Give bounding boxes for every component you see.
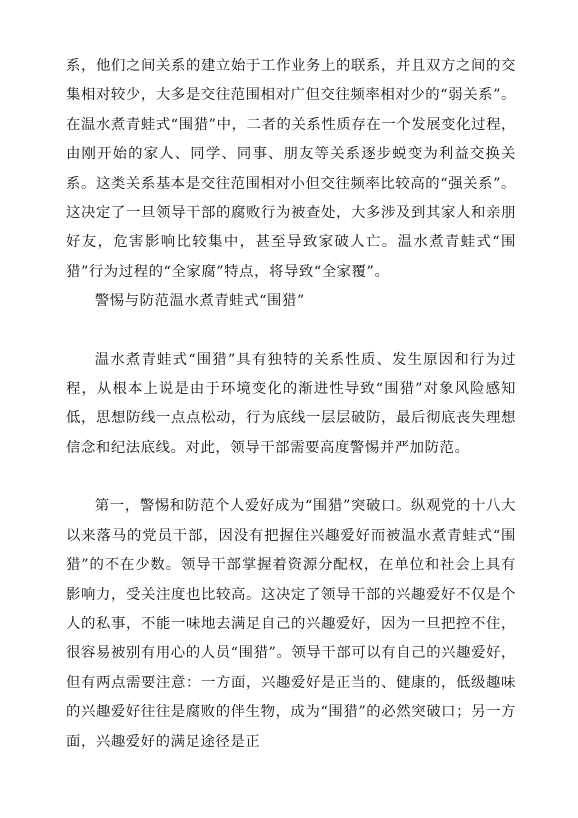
paragraph-point-one: 第一，警惕和防范个人爱好成为“围猎”突破口。纵观党的十八大以来落马的党员干部，因没有把握住兴趣爱好而被温水煮青蛙式“围猎”的不在少数。领导干部掌握着资源分配权，在单位和社会上具有影响力，受关注度也比较高。这决定了领导干部的兴趣爱好不仅是个人的私事，不能一味地去满足自己的兴趣爱好，因为一旦把控不住，很容易被别有用心的人员“围猎”。领导干部可以有自己的兴趣爱好，但有两点需要注意：一方面，兴趣爱好是正当的、健康的，低级趣味的兴趣爱好往往是腐败的伴生物，成为“围猎”的必然突破口；另一方面，兴趣爱好的满足途径是正: [66, 498, 516, 750]
paragraph-intro: 温水煮青蛙式“围猎”具有独特的关系性质、发生原因和行为过程，从根本上说是由于环境变化的渐进性导致“围猎”对象风险感知低，思想防线一点点松动，行为底线一层层破防，最后彻底丧失理想信念和纪法底线。对此，领导干部需要高度警惕并严加防范。: [66, 351, 516, 456]
paragraph-continued: 系，他们之间关系的建立始于工作业务上的联系，并且双方之间的交集相对较少，大多是交往范围相对广但交往频率相对少的“弱关系”。在温水煮青蛙式“围猎”中，二者的关系性质存在一个发展变化过程，由刚开始的家人、同学、同事、朋友等关系逐步蜕变为利益交换关系。这类关系基本是交往范围相对小但交往频率比较高的“强关系”。这决定了一旦领导干部的腐败行为被查处，大多涉及到其家人和亲朋好友，危害影响比较集中，甚至导致家破人亡。温水煮青蛙式“围猎”行为过程的“全家腐”特点，将导致“全家覆”。: [66, 58, 516, 280]
section-heading: 警惕与防范温水煮青蛙式“围猎”: [94, 293, 305, 310]
document-page: [66, 52, 516, 757]
